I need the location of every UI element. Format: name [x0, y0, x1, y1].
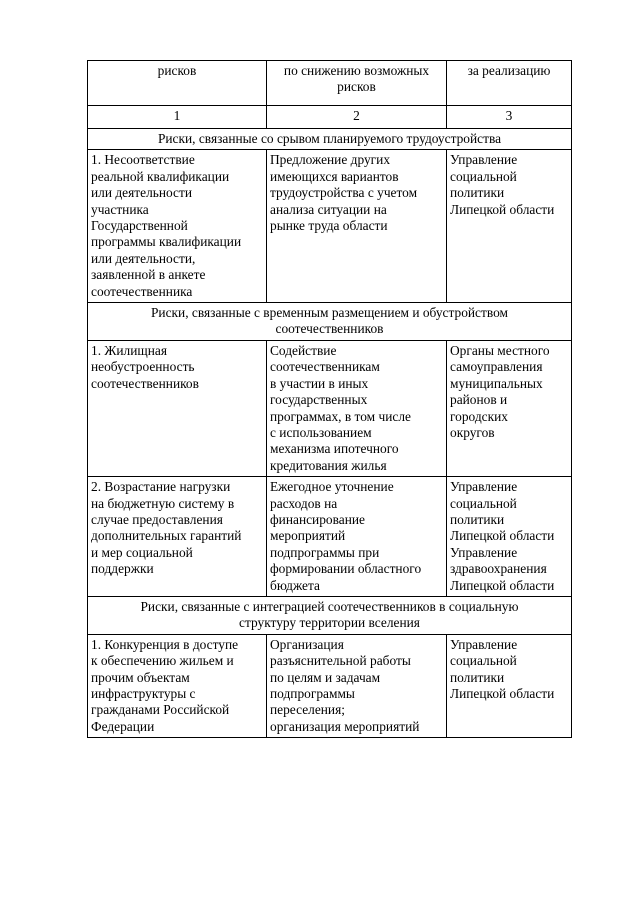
- table-row: [88, 150, 572, 303]
- risk-cell: 1. Конкуренция в доступе к обеспечению жильем и прочим объектам инфраструктуры с гражданами Российской Федерации: [88, 634, 267, 737]
- section-row: [88, 129, 572, 150]
- measures-cell: Содействие соотечественникам в участии в иных государственных программах, в том числе с использованием механизма ипотечного кредитования жилья: [267, 340, 447, 476]
- header-row: [88, 61, 572, 106]
- risk-cell: 1. Несоответствие реальной квалификации или деятельности участника Государственной программы квалификации или деятельности, заявленной в анкете соотечественника: [88, 150, 267, 303]
- column-number: 2: [267, 106, 447, 129]
- measures-cell: Ежегодное уточнение расходов на финансирование мероприятий подпрограммы при формировании областного бюджета: [267, 477, 447, 597]
- column-number-row: [88, 106, 572, 129]
- column-number: 3: [447, 106, 572, 129]
- table-row: [88, 477, 572, 597]
- column-number: 1: [88, 106, 267, 129]
- responsible-cell: Управление социальной политики Липецкой области: [447, 634, 572, 737]
- header-cell-responsible: за реализацию: [447, 61, 572, 106]
- risk-cell: 2. Возрастание нагрузки на бюджетную систему в случае предоставления дополнительных гарантий и мер социальной поддержки: [88, 477, 267, 597]
- responsible-cell: Органы местного самоуправления муниципальных районов и городских округов: [447, 340, 572, 476]
- risk-cell: 1. Жилищная необустроенность соотечественников: [88, 340, 267, 476]
- section-title: Риски, связанные с временным размещением и обустройством соотечественников: [88, 303, 572, 341]
- risk-table: [87, 60, 572, 738]
- section-row: [88, 303, 572, 341]
- section-row: [88, 596, 572, 634]
- table-row: [88, 634, 572, 737]
- header-cell-risks: рисков: [88, 61, 267, 106]
- responsible-cell: Управление социальной политики Липецкой области: [447, 150, 572, 303]
- measures-cell: Предложение других имеющихся вариантов трудоустройства с учетом анализа ситуации на рынке труда области: [267, 150, 447, 303]
- section-title: Риски, связанные со срывом планируемого трудоустройства: [88, 129, 572, 150]
- responsible-cell: Управление социальной политики Липецкой области Управление здравоохранения Липецкой области: [447, 477, 572, 597]
- table-row: [88, 340, 572, 476]
- measures-cell: Организация разъяснительной работы по целям и задачам подпрограммы переселения; организация мероприятий: [267, 634, 447, 737]
- section-title: Риски, связанные с интеграцией соотечественников в социальную структуру территории вселения: [88, 596, 572, 634]
- header-cell-measures: по снижению возможных рисков: [267, 61, 447, 106]
